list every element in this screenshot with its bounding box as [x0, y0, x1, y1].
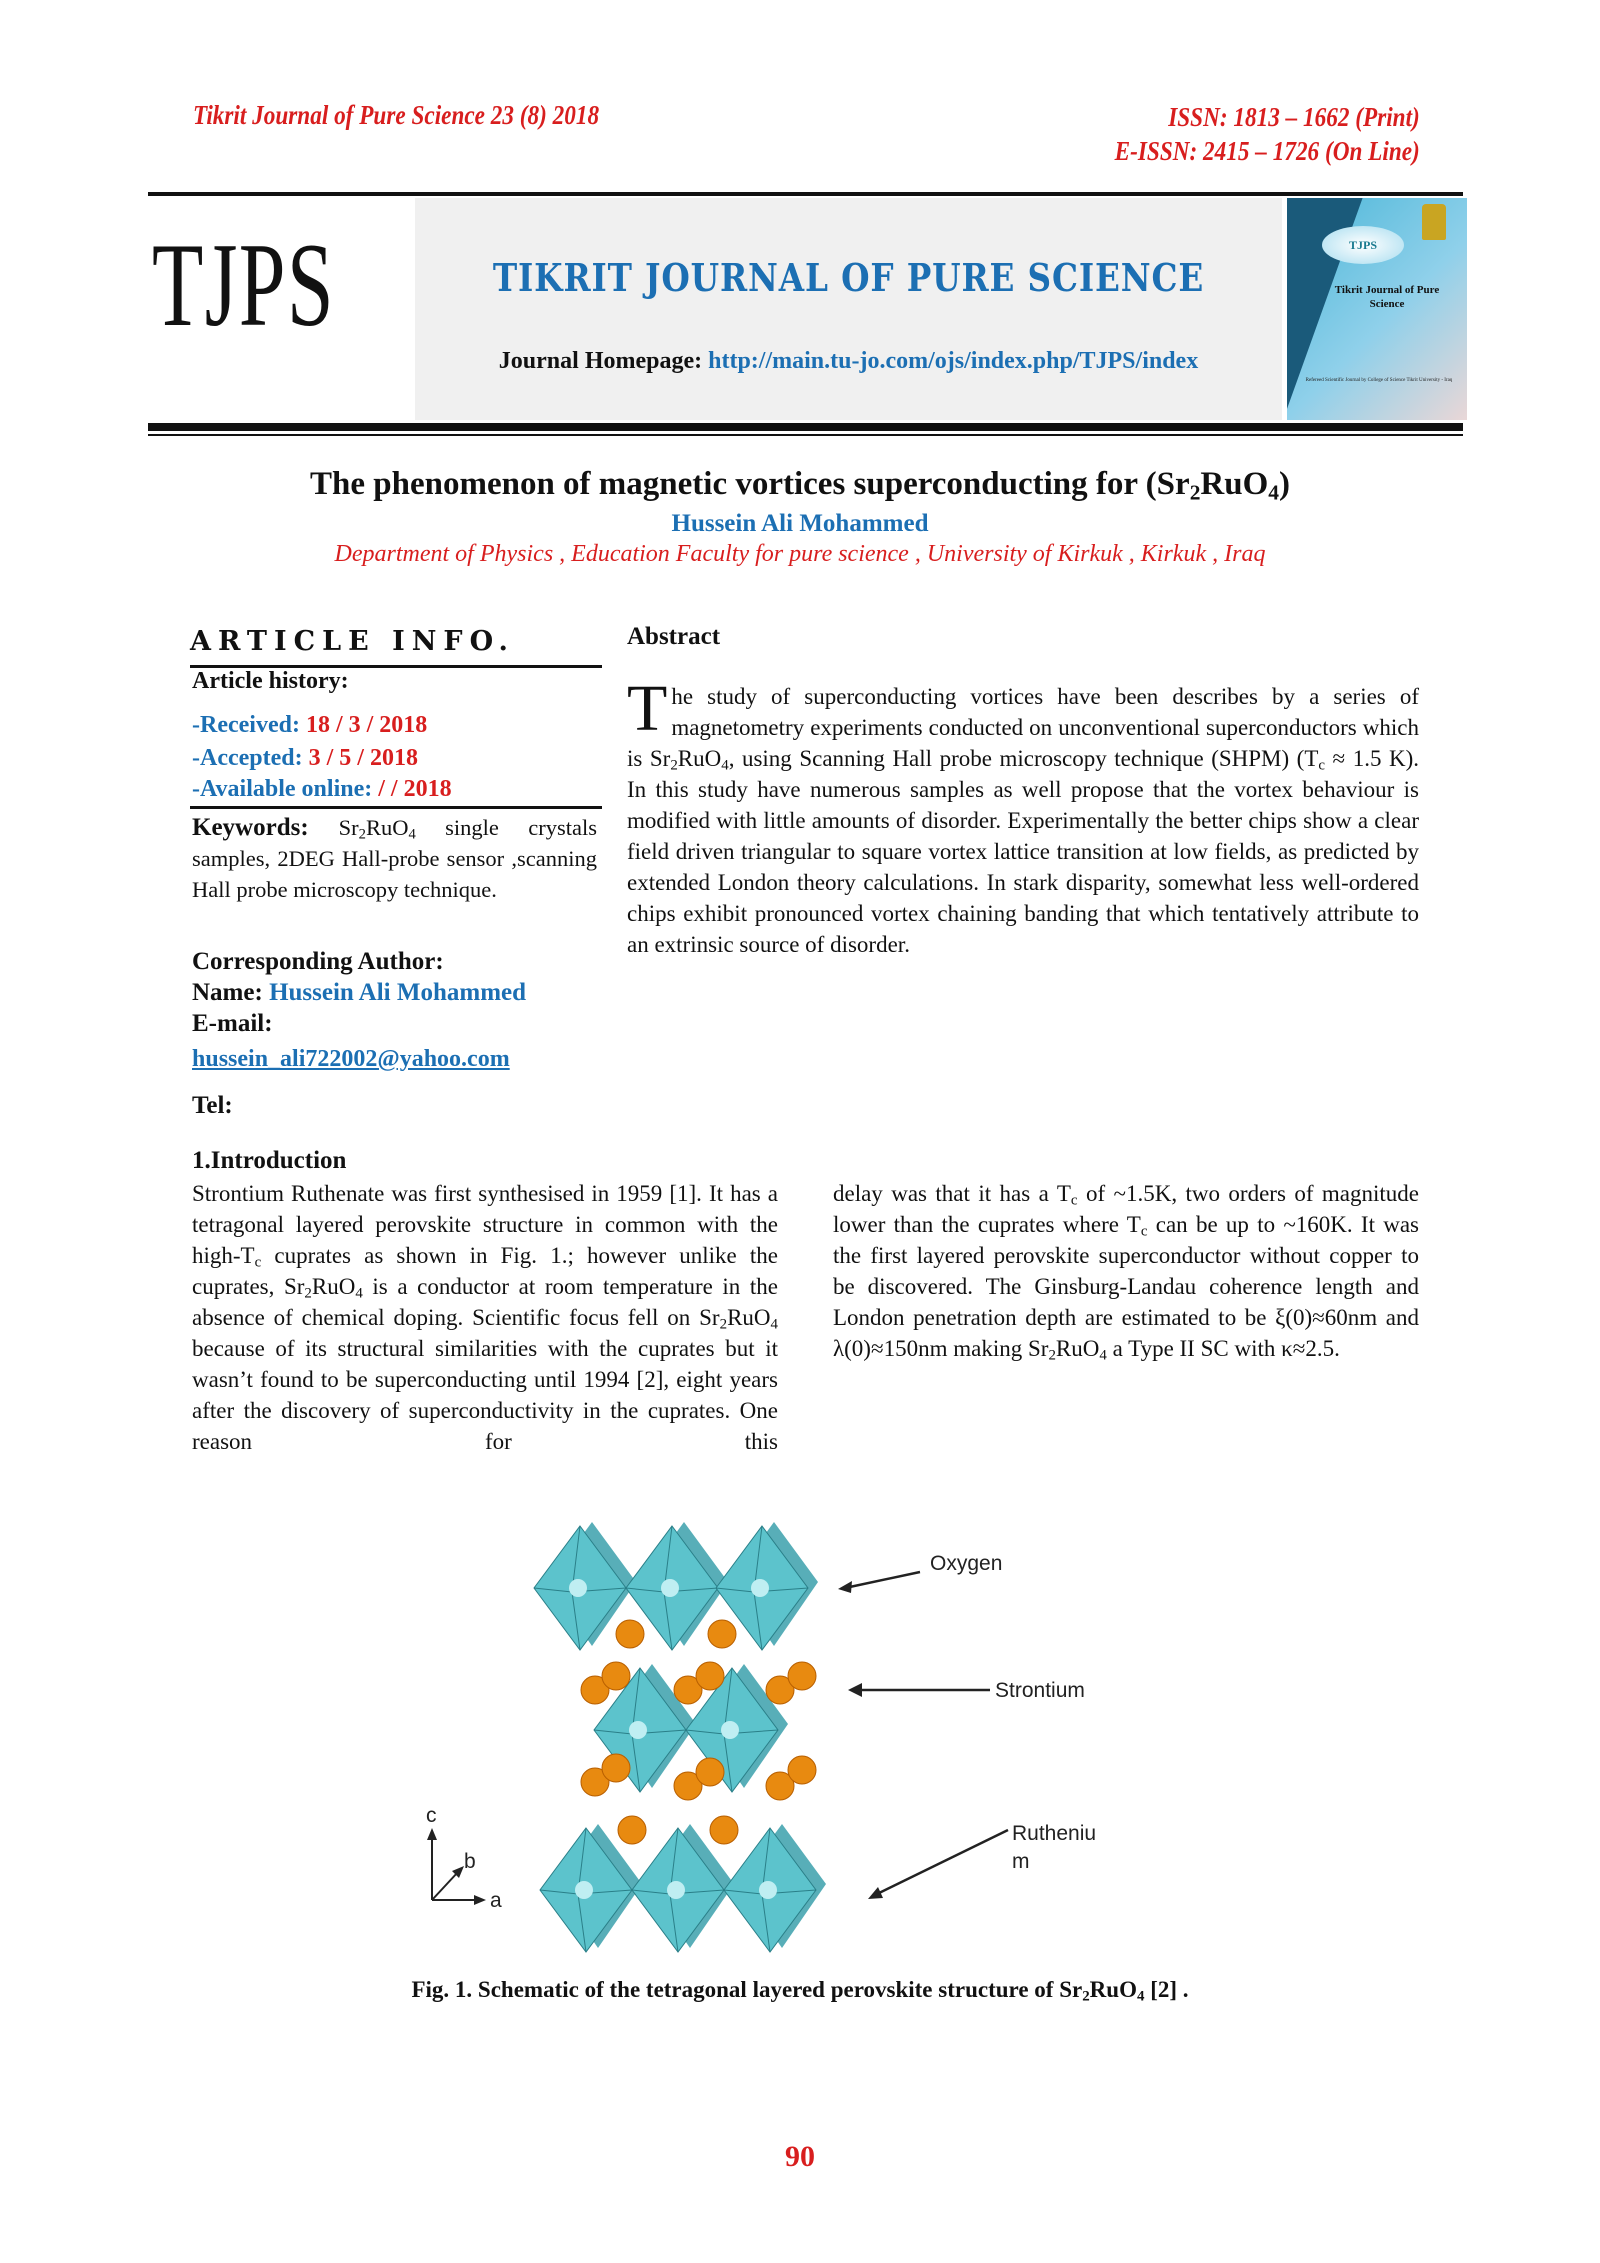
journal-homepage: [415, 348, 1282, 375]
strontium-arrowhead-icon: [848, 1683, 862, 1697]
homepage-link[interactable]: http://main.tu-jo.com/ojs/index.php/TJPS/index: [708, 348, 1199, 374]
abstract-dropcap: T: [627, 672, 668, 745]
journal-title: TIKRIT JOURNAL OF PURE SCIENCE: [492, 255, 1205, 300]
banner-panel: [415, 198, 1282, 420]
strontium-atom: [696, 1758, 724, 1786]
oxygen-arrow: [845, 1572, 920, 1588]
keywords: Keywords: $Sr_2RuO_4$ single crystals samples, 2DEG Hall-probe sensor ,scanning Hall probe microscopy technique.: [192, 814, 597, 902]
crystal-axes: [426, 1804, 502, 1912]
octahedron-bottom: [724, 1824, 826, 1952]
axis-b-label: b: [464, 1850, 476, 1873]
abstract-heading: Abstract: [627, 623, 721, 650]
issn-online: E-ISSN: 2415 – 1726 (On Line): [1114, 136, 1420, 166]
strontium-atom: [788, 1756, 816, 1784]
oxygen-arrowhead-icon: [838, 1581, 852, 1593]
strontium-atom: [710, 1816, 738, 1844]
perovskite-structure-diagram: [420, 1490, 1180, 1960]
available-online-date: -Available online: / / 2018: [192, 776, 452, 802]
corresponding-author: [192, 946, 526, 1039]
strontium-atom: [602, 1754, 630, 1782]
received-date: -Received: 18 / 3 / 2018: [192, 712, 428, 738]
axis-c-arrow-icon: [427, 1828, 437, 1840]
article-affiliation: Department of Physics , Education Faculty for pure science , University of Kirkuk , Kirkuk , Iraq: [334, 541, 1266, 567]
header-rule-top: [148, 192, 1463, 196]
strontium-label: Strontium: [995, 1679, 1085, 1702]
page-number: 90: [785, 2140, 815, 2173]
article-history-label: Article history:: [192, 668, 349, 694]
strontium-atom: [618, 1816, 646, 1844]
cover-title: Tikrit Journal of Pure Science: [1334, 284, 1440, 310]
strontium-atom: [616, 1620, 644, 1648]
figure-1: [420, 1490, 1180, 1960]
author-name-line: Name: Hussein Ali Mohammed: [192, 979, 527, 1006]
email-label: E-mail:: [192, 1010, 273, 1037]
introduction-heading: 1.Introduction: [192, 1147, 347, 1174]
axis-a-label: a: [490, 1889, 502, 1912]
corresponding-label: Corresponding Author:: [192, 948, 444, 975]
accepted-date: -Accepted: 3 / 5 / 2018: [192, 745, 418, 771]
issn-print: ISSN: 1813 – 1662 (Print): [1168, 102, 1420, 132]
abstract-body: The study of superconducting vortices have been describes by a series of magnetometry experiments conducted on unconventional superconductors which is $Sr_2RuO_4$, using Scanning Hall probe microscopy technique (SHPM) ($T_c \approx 1.5$ K). In this study have numerous samples as well propose that the vortex behaviour is modified with little amounts of disorder. Experimentally the better chips show a clear field driven triangular to square vortex lattice transition at low fields, as predicted by extended London theory calculations. In stark disparity, somewhat less well-ordered chips exhibit pronounced vortex chaining banding that which tentatively attribute to an extrinsic source of disorder.: [627, 672, 1419, 957]
introduction-column-1: Strontium Ruthenate was first synthesised in 1959 [1]. It has a tetragonal layered perovskite structure in common with the high-$T_c$ cuprates as shown in Fig. 1.; however unlike the cuprates, $Sr_2RuO_4$ is a conductor at room temperature in the absence of chemical doping. Scientific focus fell on $Sr_2RuO_4$ because of its structural similarities with the cuprates but it wasn’t found to be superconducting until 1994 [2], eight years after the discovery of superconductivity in the cuprates. One reason for this: [192, 1181, 778, 1454]
header-rule-thick: [148, 423, 1463, 431]
journal-cover-image: [1287, 198, 1467, 420]
strontium-atom: [708, 1620, 736, 1648]
axis-c-label: c: [426, 1804, 437, 1827]
strontium-atom: [788, 1662, 816, 1690]
cover-oval: TJPS: [1322, 226, 1404, 264]
tjps-logo: TJPS: [152, 218, 336, 351]
ruthenium-arrow: [875, 1830, 1008, 1895]
author-email-link[interactable]: hussein_ali722002@yahoo.com: [192, 1046, 510, 1072]
tel-label: Tel:: [192, 1092, 233, 1119]
axis-a-arrow-icon: [474, 1895, 486, 1905]
article-author: Hussein Ali Mohammed: [671, 510, 929, 537]
article-info-rule-2: [190, 806, 602, 809]
university-emblem-icon: [1422, 204, 1446, 240]
homepage-label: Journal Homepage:: [498, 348, 709, 374]
strontium-atom: [696, 1662, 724, 1690]
cover-footer: Refereed Scientific Journal by College of Science Tikrit University - Iraq: [1305, 378, 1453, 383]
running-header-journal: Tikrit Journal of Pure Science 23 (8) 2018: [193, 100, 600, 130]
figure-caption: Fig. 1. Schematic of the tetragonal layered perovskite structure of $Sr_2RuO_4$ [2] .: [411, 1977, 1189, 2005]
running-header-issn: [1115, 100, 1420, 168]
ruthenium-label-2: m: [1012, 1850, 1030, 1873]
ruthenium-label-1: Rutheniu: [1012, 1822, 1097, 1845]
article-info-heading: ARTICLE INFO.: [190, 626, 515, 657]
strontium-atom: [602, 1662, 630, 1690]
article-title: The phenomenon of magnetic vortices superconducting for $(Sr_2RuO_4)$: [310, 466, 1290, 505]
introduction-column-2: delay was that it has a $T_c$ of ~1.5K, two orders of magnitude lower than the cuprates where $T_c$ can be up to ~160K. It was the first layered perovskite superconductor without copper to be discovered. The Ginsburg-Landau coherence length and London penetration depth are estimated to be ξ(0)≈60nm and λ(0)≈150nm making $Sr_2RuO_4$ a Type II SC with κ≈2.5.: [833, 1181, 1420, 1364]
header-rule-thin: [148, 434, 1463, 436]
octahedra-group: [534, 1522, 826, 1952]
oxygen-label: Oxygen: [930, 1552, 1003, 1575]
